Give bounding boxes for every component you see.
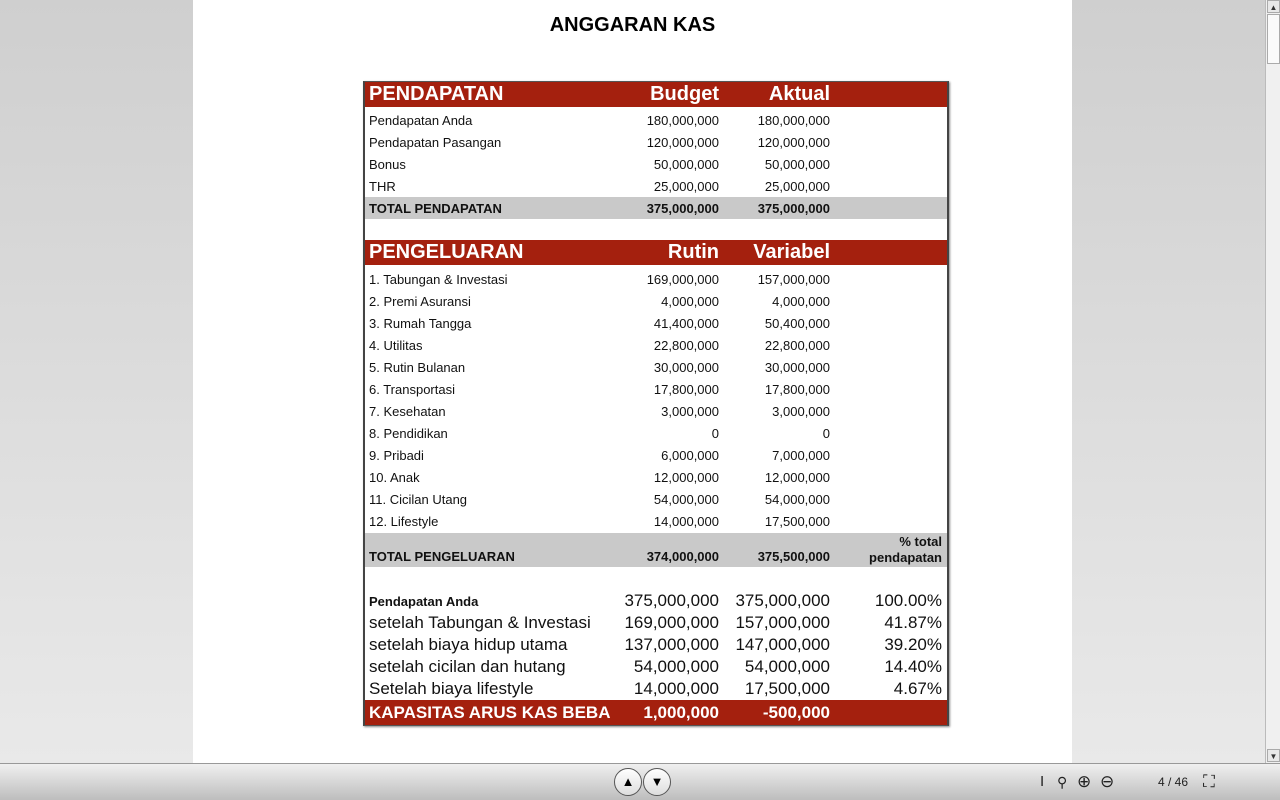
col-2-value: 3,000,000 — [772, 403, 830, 419]
row-label: Pendapatan Anda — [369, 593, 479, 609]
col-2-value: 50,400,000 — [764, 315, 830, 331]
vertical-scrollbar[interactable] — [1265, 0, 1280, 763]
col-1-value: 137,000,000 — [624, 635, 719, 654]
col-3-value: 100.00% — [874, 591, 942, 610]
col-2-value: 12,000,000 — [764, 469, 830, 485]
col-2-value: 50,000,000 — [764, 156, 830, 172]
expense-row — [365, 268, 947, 290]
row-label: 7. Kesehatan — [369, 403, 446, 419]
left-background — [0, 0, 193, 763]
col-1-value: 375,000,000 — [646, 200, 719, 216]
col-2-value: 157,000,000 — [735, 613, 830, 632]
col-2-value: 7,000,000 — [772, 447, 830, 463]
row-label: KAPASITAS ARUS KAS BEBA — [369, 702, 611, 722]
row-label: PENDAPATAN — [369, 83, 504, 105]
scroll-thumb[interactable] — [1267, 14, 1280, 64]
summary-row — [365, 590, 947, 612]
row-label: 10. Anak — [369, 469, 420, 485]
col-2-value: 147,000,000 — [735, 635, 830, 654]
col-1-value: 22,800,000 — [653, 337, 719, 353]
row-label: setelah cicilan dan hutang — [369, 657, 566, 676]
expense-row — [365, 290, 947, 312]
expense-row — [365, 400, 947, 422]
col-3-value: 41.87% — [884, 613, 942, 632]
col-3-value: 4.67% — [893, 679, 942, 698]
row-label: Bonus — [369, 156, 406, 172]
col-1-value: 169,000,000 — [646, 271, 719, 287]
row-label: 12. Lifestyle — [369, 513, 439, 529]
col-2-value: 157,000,000 — [757, 271, 830, 287]
free-cashflow-row — [365, 700, 947, 725]
summary-row — [365, 612, 947, 634]
text-select-icon[interactable]: I — [1040, 773, 1045, 790]
col-1-value: 54,000,000 — [633, 657, 719, 676]
col-2-value: 17,500,000 — [744, 679, 830, 698]
col-1-value: 1,000,000 — [643, 702, 719, 722]
expense-row — [365, 510, 947, 532]
next-page-button[interactable]: ▼ — [643, 768, 671, 796]
row-label: 11. Cicilan Utang — [369, 491, 468, 507]
col-1-value: Budget — [650, 83, 719, 105]
income-row — [365, 175, 947, 197]
col-1-value: 14,000,000 — [653, 513, 719, 529]
expense-row — [365, 312, 947, 334]
expense-header — [365, 240, 947, 265]
expense-row — [365, 334, 947, 356]
col-2-value: -500,000 — [762, 702, 830, 722]
page-title: ANGGARAN KAS — [549, 14, 716, 36]
col-1-value: 4,000,000 — [661, 293, 719, 309]
col-1-value: 169,000,000 — [624, 613, 719, 632]
expense-row — [365, 356, 947, 378]
row-label: 3. Rumah Tangga — [369, 315, 472, 331]
col-2-value: 54,000,000 — [744, 657, 830, 676]
col-2-value: 375,000,000 — [757, 200, 830, 216]
pct-total-header — [869, 534, 942, 566]
income-header — [365, 82, 947, 107]
expense-row — [365, 444, 947, 466]
cash-budget-table — [363, 81, 949, 726]
col-1-value: 41,400,000 — [653, 315, 719, 331]
col-1-value: 6,000,000 — [661, 447, 719, 463]
col-1-value: 0 — [711, 425, 719, 441]
col-1-value: 120,000,000 — [646, 134, 719, 150]
fullscreen-icon[interactable]: ⛶ — [1203, 772, 1215, 791]
income-row — [365, 131, 947, 153]
col-1-value: 375,000,000 — [624, 591, 719, 610]
expense-total-row — [365, 533, 947, 567]
col-1-value: 25,000,000 — [653, 178, 719, 194]
col-2-value: 375,500,000 — [757, 549, 830, 564]
right-background — [1072, 0, 1265, 763]
col-1-value: 17,800,000 — [653, 381, 719, 397]
row-label: setelah biaya hidup utama — [369, 635, 568, 654]
col-1-value: 12,000,000 — [653, 469, 719, 485]
expense-row — [365, 422, 947, 444]
row-label: 5. Rutin Bulanan — [369, 359, 466, 375]
row-label: TOTAL PENDAPATAN — [369, 200, 502, 216]
col-2-value: Aktual — [768, 83, 830, 105]
col-1-value: 180,000,000 — [646, 112, 719, 128]
col-2-value: 4,000,000 — [772, 293, 830, 309]
row-label: Pendapatan Anda — [369, 112, 473, 128]
row-label: 1. Tabungan & Investasi — [369, 271, 508, 287]
col-3-value: 39.20% — [884, 635, 942, 654]
scroll-down-icon[interactable]: ▼ — [1267, 749, 1280, 762]
page-indicator: 4 / 46 — [1158, 775, 1189, 789]
summary-row — [365, 634, 947, 656]
zoom-in-icon[interactable]: ⊕ — [1077, 772, 1092, 791]
col-2-value: 375,000,000 — [735, 591, 830, 610]
income-row — [365, 109, 947, 131]
income-row — [365, 153, 947, 175]
col-2-value: 0 — [822, 425, 830, 441]
row-label: setelah Tabungan & Investasi — [369, 613, 591, 632]
col-1-value: Rutin — [667, 241, 719, 263]
col-1-value: 30,000,000 — [653, 359, 719, 375]
col-2-value: 25,000,000 — [764, 178, 830, 194]
expense-row — [365, 488, 947, 510]
row-label: 4. Utilitas — [369, 337, 423, 353]
row-label: 8. Pendidikan — [369, 425, 448, 441]
zoom-out-icon[interactable]: ⊖ — [1100, 772, 1115, 791]
col-2-value: 17,800,000 — [764, 381, 830, 397]
col-3-value: 14.40% — [884, 657, 942, 676]
viewer-toolbar — [0, 763, 1280, 800]
row-label: 2. Premi Asuransi — [369, 293, 471, 309]
row-label: 6. Transportasi — [369, 381, 455, 397]
row-label: PENGELUARAN — [369, 241, 524, 263]
scroll-up-icon[interactable]: ▲ — [1267, 0, 1280, 13]
col-1-value: 374,000,000 — [646, 549, 719, 564]
col-2-value: 22,800,000 — [764, 337, 830, 353]
summary-row — [365, 656, 947, 678]
col-1-value: 50,000,000 — [653, 156, 719, 172]
previous-page-button[interactable]: ▲ — [614, 768, 642, 796]
col-2-value: 54,000,000 — [764, 491, 830, 507]
row-label: Setelah biaya lifestyle — [369, 679, 534, 698]
expense-row — [365, 466, 947, 488]
binoculars-search-icon[interactable]: ⚲ — [1057, 774, 1068, 790]
col-2-value: 120,000,000 — [757, 134, 830, 150]
summary-row — [365, 678, 947, 700]
col-2-value: 30,000,000 — [764, 359, 830, 375]
row-label: TOTAL PENGELUARAN — [369, 549, 515, 564]
income-total-row — [365, 197, 947, 219]
pct-header-line2: pendapatan — [869, 550, 942, 565]
col-2-value: Variabel — [753, 241, 830, 263]
col-2-value: 17,500,000 — [764, 513, 830, 529]
row-label: 9. Pribadi — [369, 447, 424, 463]
col-1-value: 3,000,000 — [661, 403, 719, 419]
pct-header-line1: % total — [899, 534, 942, 549]
col-2-value: 180,000,000 — [757, 112, 830, 128]
expense-row — [365, 378, 947, 400]
col-1-value: 54,000,000 — [653, 491, 719, 507]
row-label: THR — [369, 178, 396, 194]
col-1-value: 14,000,000 — [633, 679, 719, 698]
row-label: Pendapatan Pasangan — [369, 134, 502, 150]
